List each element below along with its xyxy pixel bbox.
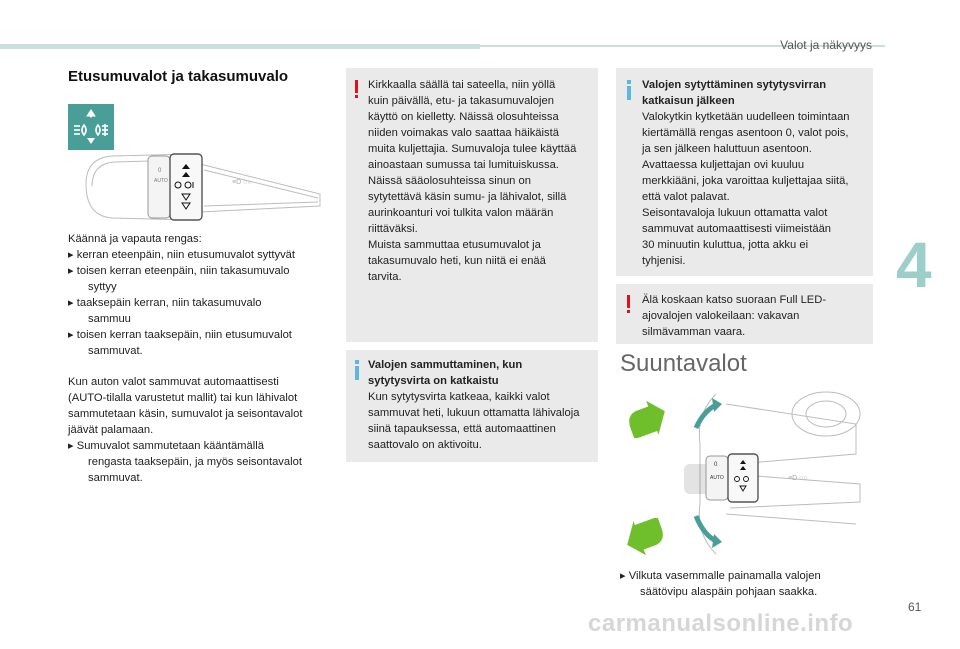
ignition-off-info-text: [368, 357, 594, 453]
text-line: saattovalo on aktivoitu.: [368, 439, 482, 451]
list-item: ▸ toisen kerran eteenpäin, niin takasumuvalo: [68, 265, 290, 277]
info-icon: [352, 360, 362, 380]
text-line: ajovalojen valokeilaan: vakavan: [642, 310, 800, 322]
auto-label: AUTO: [154, 178, 168, 184]
bullet-arrow-icon: ▸: [68, 297, 74, 309]
page-number: 61: [908, 600, 922, 614]
arrow-right-up-icon: [624, 398, 668, 438]
text-line: tyhjenisi.: [642, 255, 686, 267]
section-title-indicators: Suuntavalot: [620, 350, 747, 377]
list-item: ▸ Sumuvalot sammutetaan kääntämällä: [68, 440, 264, 452]
text-line: säätövipu alaspäin pohjaan saakka.: [640, 586, 818, 598]
text-line: Avattaessa kuljettajan ovi kuuluu: [642, 159, 805, 171]
text-line: Kirkkaalla säällä tai sateella, niin yöllä: [368, 79, 556, 91]
text-line: sammuvat automaattisesti viimeistään: [642, 223, 832, 235]
svg-text:≡D ○○: ≡D ○○: [232, 179, 252, 186]
text-line: kuin päivällä, etu- ja takasumuvalojen: [368, 95, 554, 107]
chapter-tab-number: 4: [896, 229, 932, 301]
list-item: ▸ Vilkuta vasemmalle painamalla valojen: [620, 570, 821, 582]
text-line: riittäväksi.: [368, 223, 418, 235]
svg-text:≡D ○○: ≡D ○○: [788, 475, 808, 482]
list-item: ▸ kerran eteenpäin, niin etusumuvalot syttyvät: [68, 249, 296, 261]
text-line: niiden voimakas valo saattaa häikäistä: [368, 127, 559, 139]
text-line: aurinkoanturi voi tulkita valon määrän: [368, 207, 554, 219]
text-line: Valokytkin kytketään uudelleen toimintaan: [642, 111, 850, 123]
text-line: Kun sytytysvirta katkeaa, kaikki valot: [368, 391, 550, 403]
text-line: silmävamman vaara.: [642, 326, 746, 338]
text-line: sammuvat.: [88, 472, 143, 484]
text-line: (AUTO-tilalla varustetut mallit) tai kun lähivalot: [68, 392, 298, 404]
text-line: ja sen jälkeen haluttuun asentoon.: [642, 143, 812, 155]
bullet-arrow-icon: ▸: [68, 440, 74, 452]
info-title-line: Valojen sytyttäminen sytytysvirran: [642, 79, 827, 91]
info-title-line: katkaisun jälkeen: [642, 95, 735, 107]
text-line: Käännä ja vapauta rengas:: [68, 233, 202, 245]
arrow-left-down-icon: [624, 518, 668, 558]
text-line: rengasta taaksepäin, ja myös seisontavalot: [88, 456, 302, 468]
warning-icon: [352, 80, 361, 99]
text-line: Kun auton valot sammuvat automaattisesti: [68, 376, 279, 388]
list-item: ▸ taaksepäin kerran, niin takasumuvalo: [68, 297, 262, 309]
zero-label: 0: [158, 168, 162, 174]
text-line: takasumuvalo heti, kun niitä ei enää: [368, 255, 546, 267]
text-line: sammuu: [88, 313, 131, 325]
warning-icon: [624, 295, 633, 314]
bullet-arrow-icon: ▸: [620, 570, 626, 582]
text-line: kiertämällä rengas asentoon 0, valot pois,: [642, 127, 849, 139]
list-item: ▸ toisen kerran taaksepäin, niin etusumuvalot: [68, 329, 292, 341]
info-title-line: sytytysvirta on katkaistu: [368, 375, 499, 387]
text-line: Näissä sääolosuhteissa sinun on: [368, 175, 531, 187]
info-title-line: Valojen sammuttaminen, kun: [368, 359, 523, 371]
text-line: jäävät palamaan.: [68, 424, 154, 436]
header-rule: [0, 44, 480, 49]
info-icon: [624, 80, 634, 100]
bullet-arrow-icon: ▸: [68, 329, 74, 341]
text-line: sytytettävä käsin sumu- ja lähivalot, sillä: [368, 191, 567, 203]
text-line: sammutetaan käsin, sumuvalot ja seisontavalot: [68, 408, 303, 420]
text-line: sammuvat.: [88, 345, 143, 357]
auto-label: AUTO: [710, 475, 724, 481]
ignition-on-info-text: [642, 77, 872, 269]
text-line: että valot palavat.: [642, 191, 730, 203]
bullet-arrow-icon: ▸: [68, 265, 74, 277]
text-line: muita kuljettajia. Sumuvaloja tulee käyttää: [368, 143, 577, 155]
text-line: 30 minuutin kuluttua, jotta akku ei: [642, 239, 809, 251]
watermark: carmanualsonline.info: [588, 610, 854, 637]
fog-light-icon: [68, 104, 114, 150]
text-line: ainoastaan sumussa tai lumituiskussa.: [368, 159, 559, 171]
text-line: syttyy: [88, 281, 117, 293]
indicator-instruction: [620, 568, 870, 600]
section-title-fog-lights: Etusumuvalot ja takasumuvalo: [68, 68, 289, 85]
auto-mode-paragraph: [68, 374, 334, 486]
led-warning-text: [642, 292, 872, 340]
chapter-title: Valot ja näkyvyys: [780, 38, 872, 52]
text-line: Älä koskaan katso suoraan Full LED-: [642, 294, 827, 306]
light-stalk-illustration: [82, 146, 324, 228]
text-line: sammuvat heti, lukuun ottamatta lähivaloja: [368, 407, 580, 419]
indicator-stalk-illustration: [676, 384, 866, 560]
bullet-arrow-icon: ▸: [68, 249, 74, 261]
fog-lights-instructions: [68, 231, 334, 359]
text-line: tarvita.: [368, 271, 402, 283]
zero-label: 0: [714, 462, 718, 468]
text-line: siinä tapauksessa, että automaattinen: [368, 423, 556, 435]
fog-warning-text: [368, 77, 594, 285]
text-line: Seisontavaloja lukuun ottamatta valot: [642, 207, 828, 219]
text-line: Muista sammuttaa etusumuvalot ja: [368, 239, 541, 251]
text-line: käyttö on kielletty. Näissä olosuhteissa: [368, 111, 559, 123]
text-line: merkkiääni, joka varoittaa kuljettajaa siitä,: [642, 175, 849, 187]
